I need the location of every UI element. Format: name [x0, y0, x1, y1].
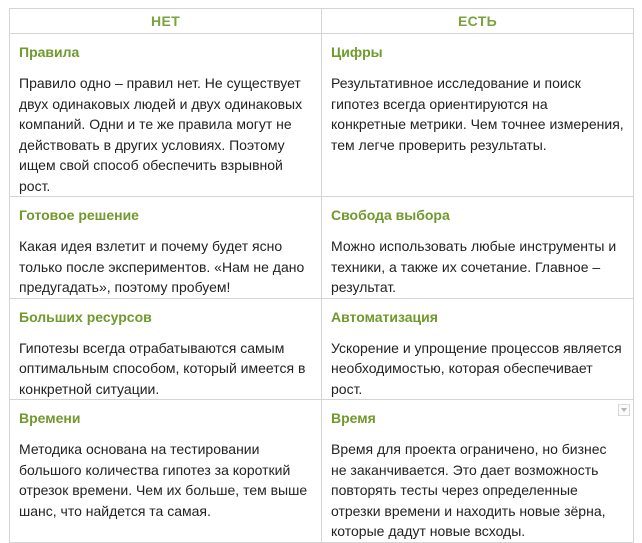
cell-text: Методика основана на тестировании большого количества гипотез за короткий отрезок времени. Чем их больше, тем выше шанс, что найдется та самая.	[19, 441, 308, 519]
cell-title: Готовое решение	[19, 207, 139, 223]
cell-title: Правила	[19, 44, 80, 60]
table-row	[10, 298, 634, 400]
cell-text: Результативное исследование и поиск гипотез всегда ориентируются на конкретные метрики. Чем точнее измерения, тем легче проверить результаты.	[331, 75, 624, 153]
cell-text: Какая идея взлетит и почему будет ясно только после экспериментов. «Нам не дано предугадать», поэтому пробуем!	[19, 238, 305, 295]
comparison-table-wrapper	[9, 8, 633, 543]
table-header-row	[10, 9, 634, 34]
chevron-down-icon[interactable]	[618, 404, 630, 416]
table-cell-no	[10, 197, 322, 299]
header-no: НЕТ	[10, 9, 322, 34]
header-yes: ЕСТЬ	[322, 9, 634, 34]
cell-text: Правило одно – правил нет. Не существует двух одинаковых людей и двух одинаковых компаний. Одни и те же правила могут не действовать в других условиях. Поэтому ищем свой способ обеспечить взрывной рост.	[19, 75, 303, 194]
cell-title: Времени	[19, 410, 81, 426]
table-cell-yes	[322, 400, 634, 543]
cell-title: Цифры	[331, 44, 383, 60]
cell-title: Свобода выбора	[331, 207, 450, 223]
cell-text: Гипотезы всегда отрабатываются самым оптимальным способом, который имеется в конкретной ситуации.	[19, 339, 306, 397]
table-cell-no	[10, 400, 322, 543]
table-row	[10, 34, 634, 197]
cell-title: Больших ресурсов	[19, 308, 152, 325]
table-cell-yes	[322, 34, 634, 197]
table-cell-no	[10, 34, 322, 197]
cell-title: Время	[331, 410, 376, 426]
cell-text: Время для проекта ограничено, но бизнес не заканчивается. Это дает возможность повторять тесты через определенные отрезки времени и находить новые зёрна, которые дадут новые всходы.	[331, 441, 607, 539]
table-cell-no	[10, 298, 322, 400]
cell-text: Ускорение и упрощение процессов является необходимостью, которая обеспечивает рост.	[331, 339, 622, 397]
table-cell-yes	[322, 197, 634, 299]
table-cell-yes	[322, 298, 634, 400]
cell-title: Автоматизация	[331, 308, 438, 325]
table-row	[10, 400, 634, 543]
table-row	[10, 197, 634, 299]
comparison-table	[9, 8, 634, 543]
cell-text: Можно использовать любые инструменты и техники, а также их сочетание. Главное – результат.	[331, 238, 617, 295]
